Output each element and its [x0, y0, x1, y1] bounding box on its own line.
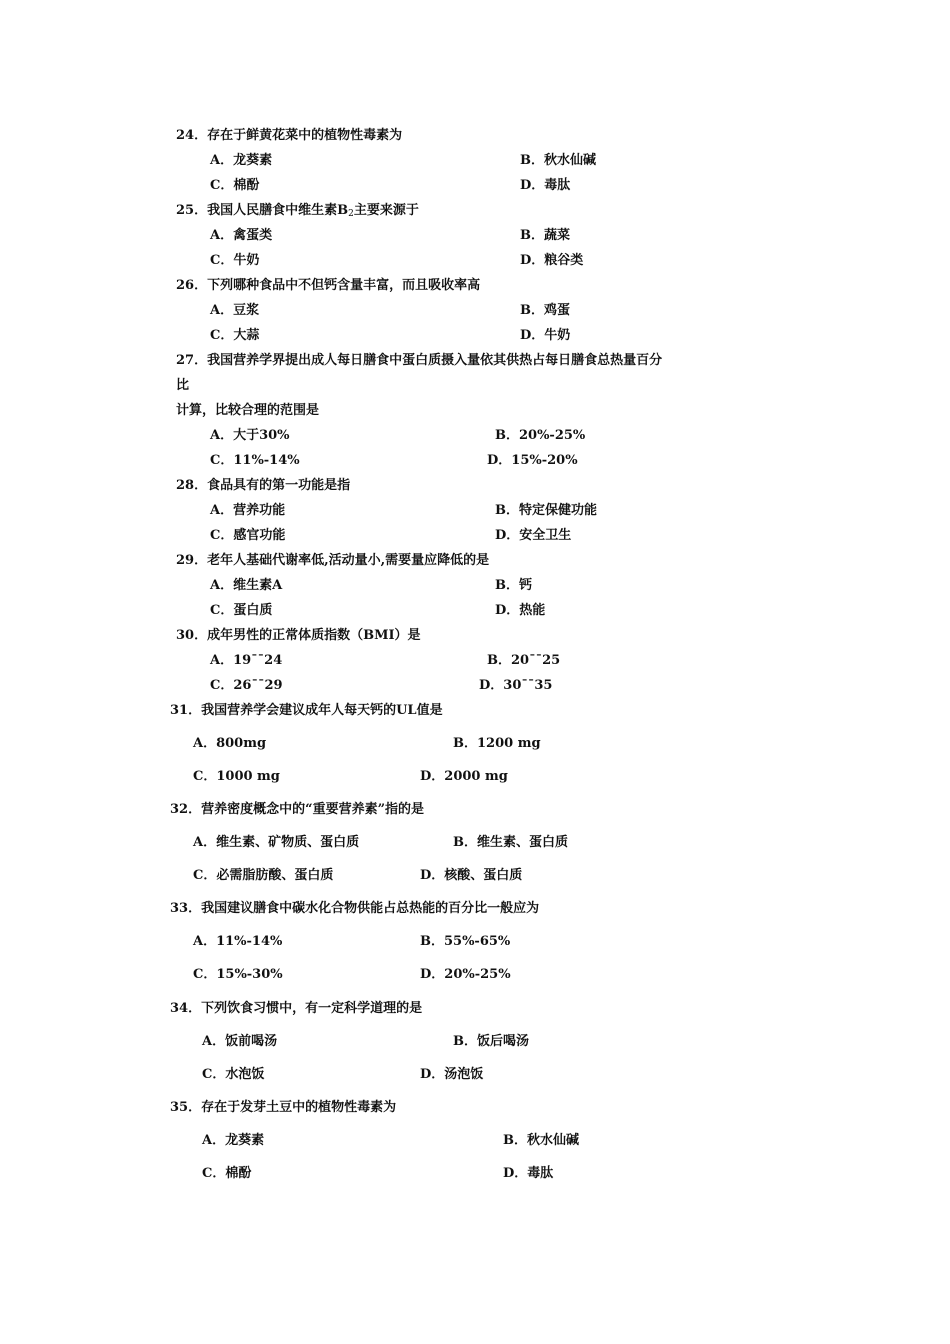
question-24-option-a: A．龙葵素	[210, 153, 273, 168]
question-28-stem: 28．食品具有的第一功能是指	[176, 478, 351, 493]
question-29-option-b: B．钙	[495, 578, 532, 593]
question-31-stem: 31．我国营养学会建议成年人每天钙的UL值是	[170, 703, 443, 718]
question-31-option-c: C．1000 mg	[193, 769, 280, 784]
question-34-option-c: C．水泡饭	[202, 1067, 265, 1082]
question-30-option-b: B．20¯¯25	[487, 653, 561, 668]
question-24-option-b: B．秋水仙碱	[520, 153, 596, 168]
question-25-stem-before: 25．我国人民膳食中维生素B	[176, 203, 349, 218]
question-27-option-a: A．大于30%	[210, 428, 290, 443]
question-30-option-a: A．19¯¯24	[210, 653, 283, 668]
question-31-option-d: D．2000 mg	[420, 769, 508, 784]
question-35-stem: 35．存在于发芽土豆中的植物性毒素为	[170, 1100, 397, 1115]
question-26-stem: 26．下列哪种食品中不但钙含量丰富，而且吸收率高	[176, 278, 481, 293]
question-27-stem-wrap: 比	[176, 378, 190, 393]
question-27-option-c: C．11%-14%	[210, 453, 300, 468]
question-27-stem-continued: 计算，比较合理的范围是	[176, 403, 320, 418]
question-28-option-a: A．营养功能	[210, 503, 286, 518]
question-33-option-a: A．11%-14%	[193, 934, 283, 949]
question-25-option-c: C．牛奶	[210, 253, 260, 268]
question-25-stem-subscript: 2	[348, 209, 354, 219]
question-32-option-d: D．核酸、蛋白质	[420, 868, 523, 883]
question-25-option-b: B．蔬菜	[520, 228, 570, 243]
question-33-stem: 33．我国建议膳食中碳水化合物供能占总热能的百分比一般应为	[170, 901, 540, 916]
question-24-stem: 24．存在于鲜黄花菜中的植物性毒素为	[176, 128, 403, 143]
question-32-option-c: C．必需脂肪酸、蛋白质	[193, 868, 334, 883]
question-29-stem: 29．老年人基础代谢率低,活动量小,需要量应降低的是	[176, 553, 490, 568]
question-25-option-a: A．禽蛋类	[210, 228, 273, 243]
question-34-option-a: A．饭前喝汤	[202, 1034, 278, 1049]
question-30-option-c: C．26¯¯29	[210, 678, 283, 693]
question-34-option-b: B．饭后喝汤	[453, 1034, 529, 1049]
question-35-option-a: A．龙葵素	[202, 1133, 265, 1148]
question-29-option-d: D．热能	[495, 603, 546, 618]
question-27-option-b: B．20%-25%	[495, 428, 586, 443]
question-25-stem	[176, 203, 419, 222]
question-31-option-a: A．800mg	[193, 736, 267, 751]
question-27-option-d: D．15%-20%	[487, 453, 578, 468]
question-25-option-d: D．粮谷类	[520, 253, 584, 268]
question-33-option-b: B．55%-65%	[420, 934, 511, 949]
question-29-option-c: C．蛋白质	[210, 603, 273, 618]
question-26-option-b: B．鸡蛋	[520, 303, 570, 318]
question-32-option-b: B．维生素、蛋白质	[453, 835, 568, 850]
question-33-option-c: C．15%-30%	[193, 967, 283, 982]
question-35-option-d: D．毒肽	[503, 1166, 554, 1181]
question-31-option-b: B．1200 mg	[453, 736, 541, 751]
question-28-option-c: C．感官功能	[210, 528, 286, 543]
question-30-stem: 30．成年男性的正常体质指数（BMI）是	[176, 628, 421, 643]
question-30-option-d: D．30¯¯35	[479, 678, 553, 693]
question-35-option-b: B．秋水仙碱	[503, 1133, 579, 1148]
question-26-option-a: A．豆浆	[210, 303, 260, 318]
question-24-option-d: D．毒肽	[520, 178, 571, 193]
question-29-option-a: A．维生素A	[210, 578, 283, 593]
question-28-option-d: D．安全卫生	[495, 528, 572, 543]
question-25-stem-after: 主要来源于	[353, 203, 419, 218]
question-35-option-c: C．棉酚	[202, 1166, 252, 1181]
question-34-stem: 34．下列饮食习惯中，有一定科学道理的是	[170, 1001, 423, 1016]
question-34-option-d: D．汤泡饭	[420, 1067, 484, 1082]
question-33-option-d: D．20%-25%	[420, 967, 511, 982]
question-32-option-a: A．维生素、矿物质、蛋白质	[193, 835, 360, 850]
question-26-option-d: D．牛奶	[520, 328, 571, 343]
question-26-option-c: C．大蒜	[210, 328, 260, 343]
question-32-stem: 32．营养密度概念中的“重要营养素”指的是	[170, 802, 425, 817]
question-27-stem: 27．我国营养学界提出成人每日膳食中蛋白质摄入量依其供热占每日膳食总热量百分	[176, 353, 663, 368]
question-28-option-b: B．特定保健功能	[495, 503, 597, 518]
question-24-option-c: C．棉酚	[210, 178, 260, 193]
